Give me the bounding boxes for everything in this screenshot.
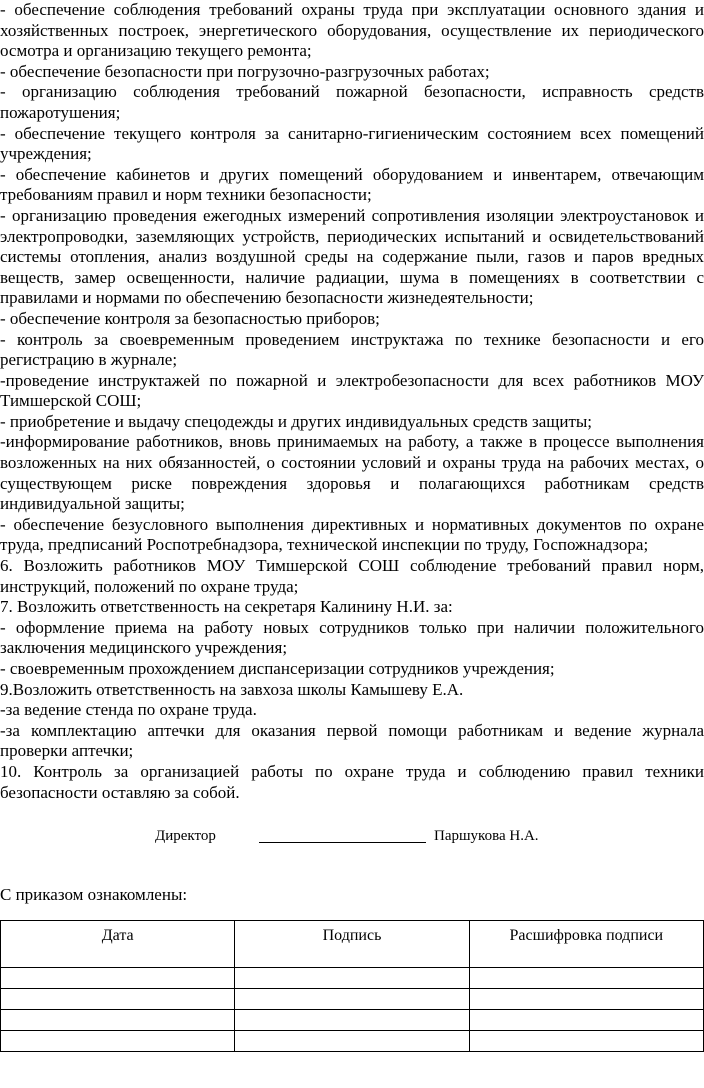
signature-role: Директор (155, 828, 216, 844)
table-header-row (1, 921, 704, 968)
table-row (1, 1010, 704, 1031)
paragraph: -за комплектацию аптечки для оказания первой помощи работникам и ведение журнала проверки аптечки; (0, 720, 704, 761)
table-row (1, 989, 704, 1010)
paragraph: - приобретение и выдачу спецодежды и других индивидуальных средств защиты; (0, 411, 593, 431)
table-row (1, 968, 704, 989)
table-cell (1, 1031, 235, 1052)
paragraph: 9.Возложить ответственность на завхоза школы Камышеву Е.А. (0, 679, 464, 699)
table-cell (1, 968, 235, 989)
paragraph: - контроль за своевременным проведением инструктажа по технике безопасности и его регистрацию в журнале; (0, 329, 704, 370)
paragraph: - организацию соблюдения требований пожарной безопасности, исправность средств пожаротушения; (0, 82, 704, 122)
table-cell (1, 989, 235, 1010)
header-date: Дата (1, 921, 235, 968)
paragraph: - оформление приема на работу новых сотрудников только при наличии положительного заключения медицинского учреждения; (0, 617, 704, 658)
signature-name: Паршукова Н.А. (434, 828, 539, 844)
paragraph: -за ведение стенда по охране труда. (0, 700, 257, 720)
table-cell (1, 1010, 235, 1031)
table-cell (469, 989, 703, 1010)
acknowledgement-label: С приказом ознакомлены: (0, 885, 188, 904)
signature-line (259, 842, 426, 843)
paragraph: - обеспечение кабинетов и других помещений оборудованием и инвентарем, отвечающим требованиям правил и норм техники безопасности; (0, 164, 704, 205)
table-cell (235, 968, 469, 989)
paragraph: -проведение инструктажей по пожарной и электробезопасности для всех работников МОУ Тимшерской СОШ; (0, 370, 704, 411)
paragraph: - обеспечение контроля за безопасностью приборов; (0, 308, 380, 328)
paragraph: - обеспечение соблюдения требований охраны труда при эксплуатации основного здания и хозяйственных построек, энергетического оборудования, осуществление их периодического осмотра и организацию текущего ремонта; (0, 0, 704, 61)
table-cell (235, 1031, 469, 1052)
acknowledgement-table (0, 920, 704, 1052)
paragraph: - обеспечение безопасности при погрузочно-разгрузочных работах; (0, 61, 490, 81)
table-cell (469, 1010, 703, 1031)
table-row (1, 1031, 704, 1052)
paragraph: - обеспечение текущего контроля за санитарно-гигиеническим состоянием всех помещений учреждения; (0, 123, 704, 164)
table-cell (235, 989, 469, 1010)
table-cell (469, 1031, 703, 1052)
table-cell (469, 968, 703, 989)
paragraph: - организацию проведения ежегодных измерений сопротивления изоляции электроустановок и электропроводки, заземляющих устройств, периодических испытаний и освидетельствований системы отопления, анализ воздушной среды на содержание пыли, газов и паров вредных веществ, замер освещенности, наличие радиации, шума в помещениях в соответствии с правилами и нормами по обеспечению безопасности жизнедеятельности; (0, 205, 704, 308)
paragraph: 10. Контроль за организацией работы по охране труда и соблюдению правил техники безопасности оставляю за собой. (0, 761, 704, 802)
paragraph: - своевременным прохождением диспансеризации сотрудников учреждения; (0, 659, 555, 678)
table-cell (235, 1010, 469, 1031)
paragraph: 6. Возложить работников МОУ Тимшерской СОШ соблюдение требований правил норм, инструкций, положений по охране труда; (0, 556, 704, 596)
paragraph: 7. Возложить ответственность на секретаря Калинину Н.И. за: (0, 597, 453, 617)
director-signature-block (0, 828, 704, 850)
header-signature-decoding: Расшифровка подписи (469, 921, 703, 968)
paragraph: - обеспечение безусловного выполнения директивных и нормативных документов по охране труда, предписаний Роспотребнадзора, технической инспекции по труду, Госпожнадзора; (0, 514, 704, 555)
header-signature: Подпись (235, 921, 469, 968)
paragraph: -информирование работников, вновь принимаемых на работу, а также в процессе выполнения возложенных на них обязанностей, о состоянии условий и охраны труда на рабочих местах, о существующем риске повреждения здоровья и полагающихся работникам средств индивидуальной защиты; (0, 432, 704, 514)
